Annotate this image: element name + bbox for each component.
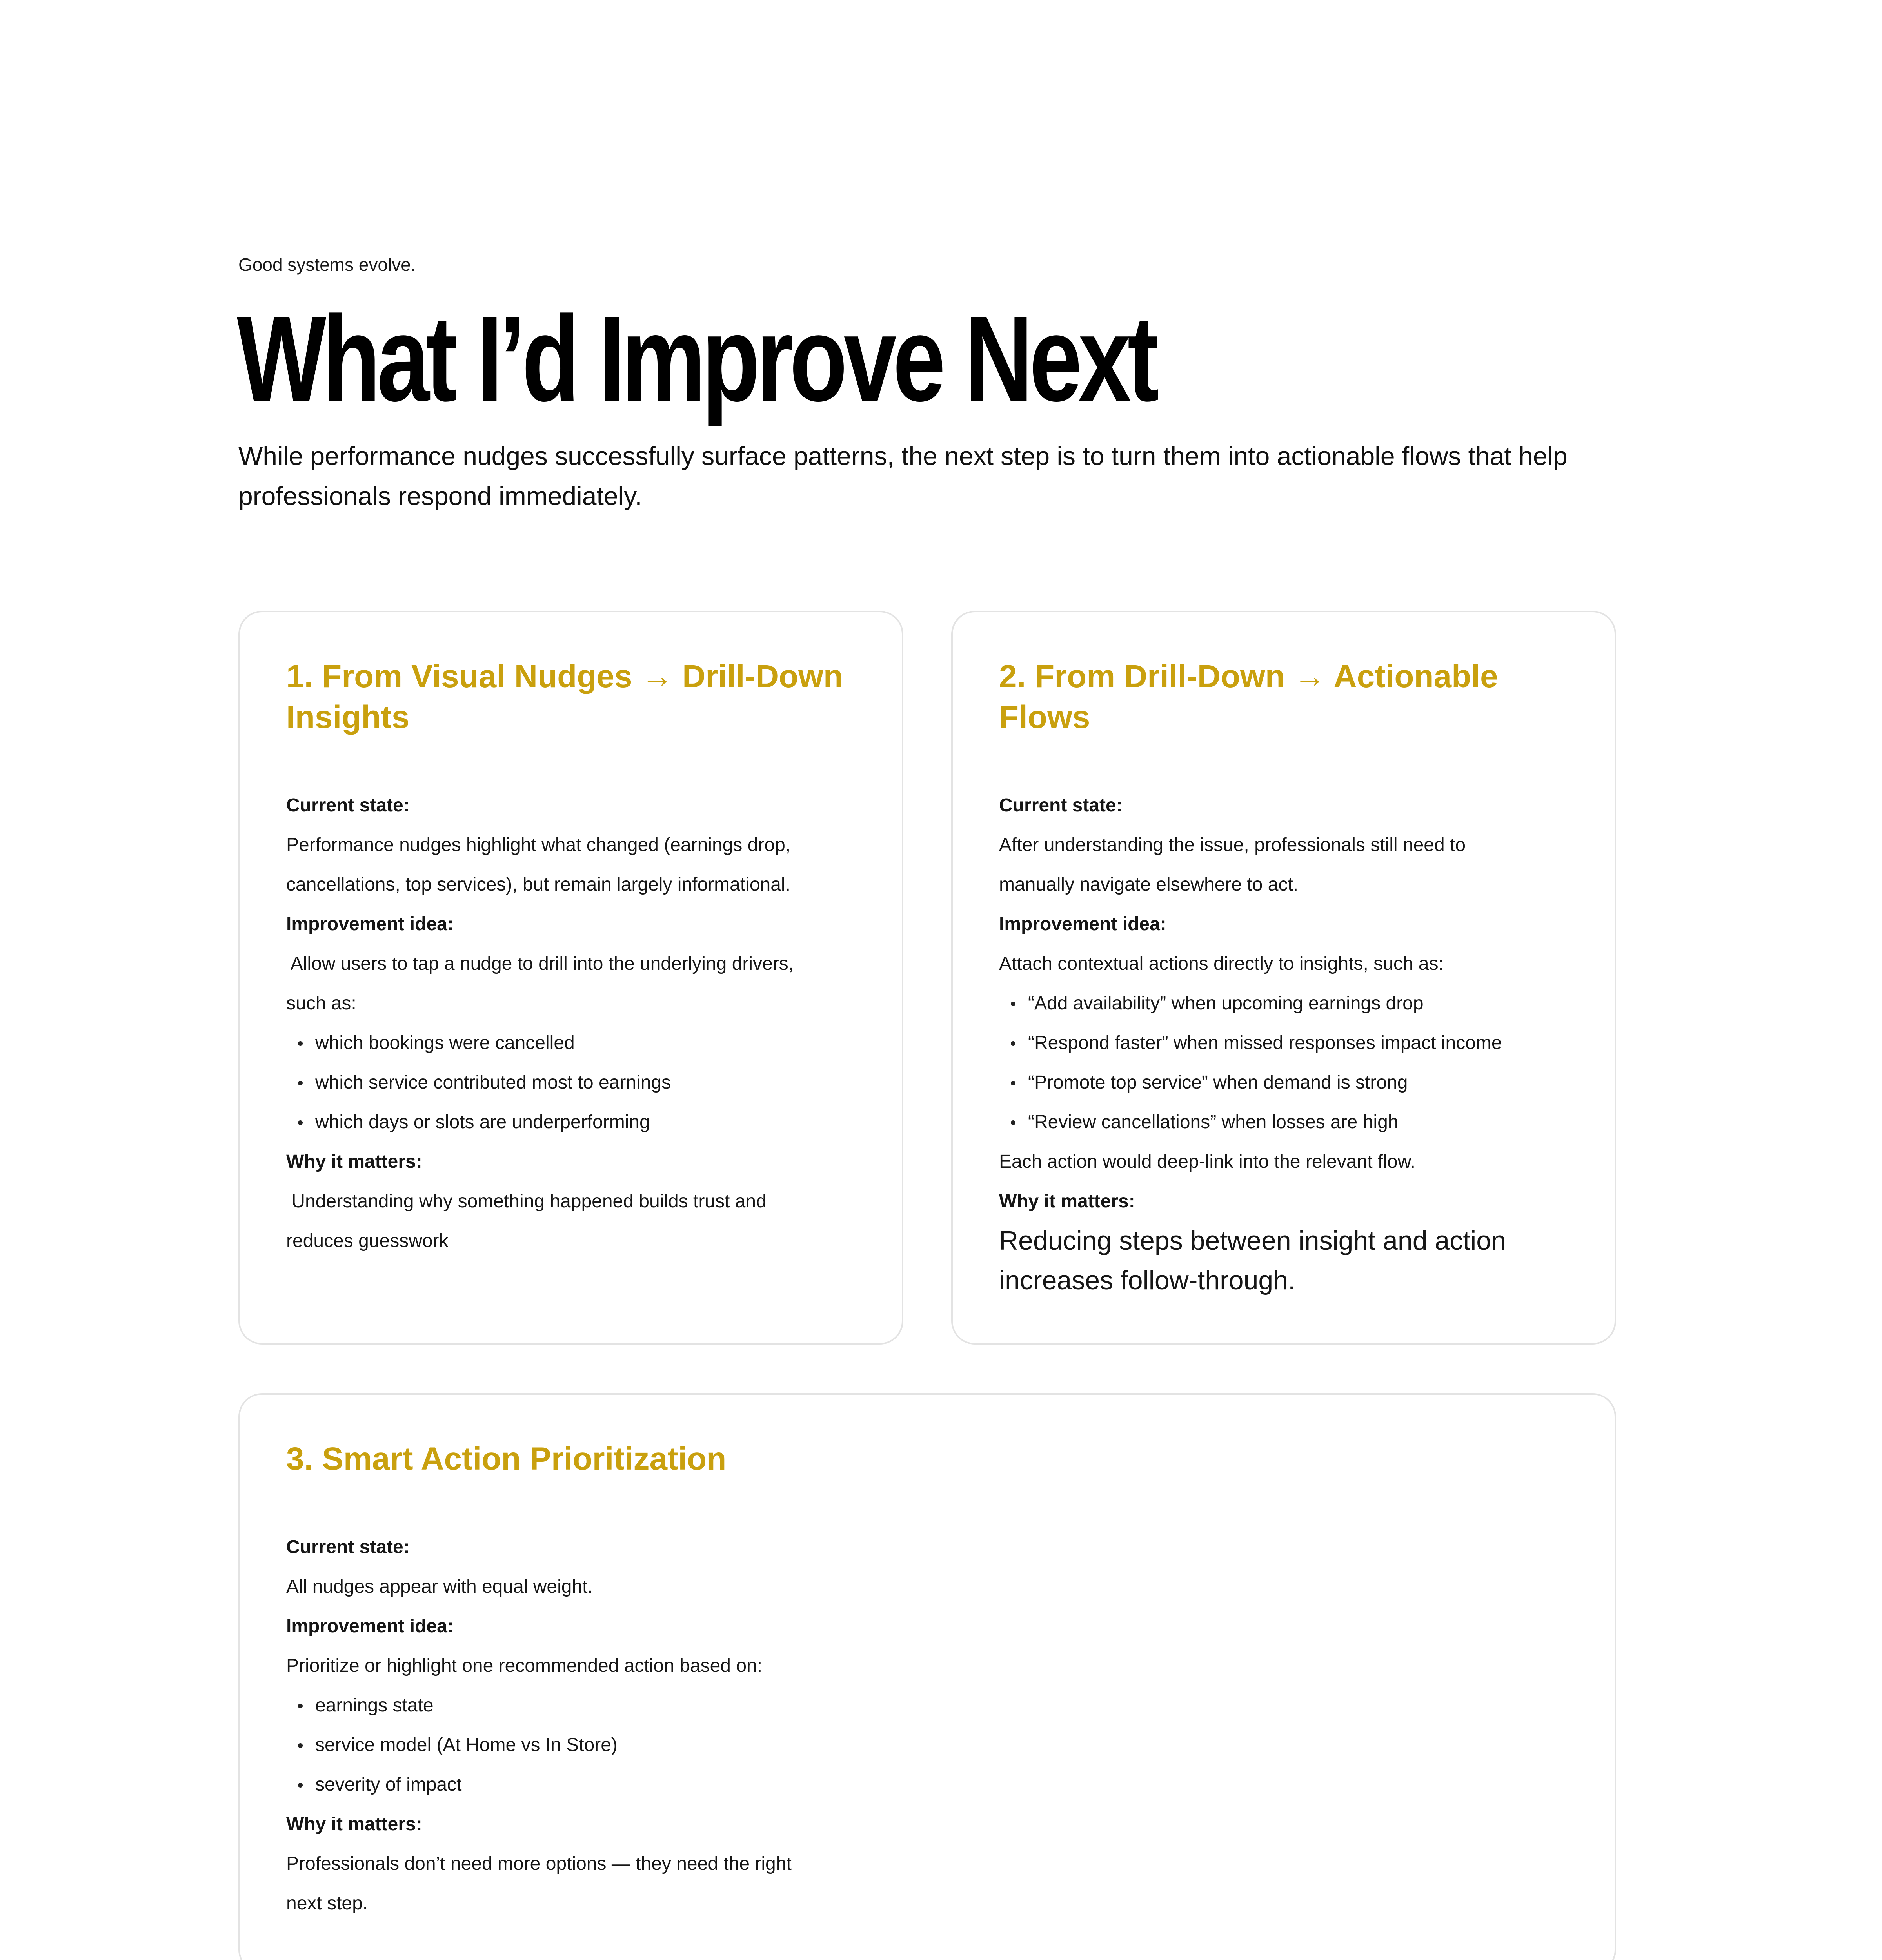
list-item: “Add availability” when upcoming earnings drop	[999, 984, 1579, 1023]
current-state-text: After understanding the issue, professionals still need to	[999, 835, 1466, 855]
improvement-idea-text: Allow users to tap a nudge to drill into the underlying drivers,	[286, 953, 794, 974]
why-it-matters-text: increases follow-through.	[999, 1265, 1295, 1295]
intro-paragraph: While performance nudges successfully surface patterns, the next step is to turn them into actionable flows that help professionals respond immediately.	[238, 441, 1568, 510]
current-state-label: Current state:	[286, 795, 410, 816]
current-state-text: Performance nudges highlight what changed (earnings drop,	[286, 835, 791, 855]
current-state-label: Current state:	[999, 795, 1123, 816]
card-title: 1. From Visual Nudges → Drill-Down Insights	[286, 659, 843, 735]
improvement-idea-text: Prioritize or highlight one recommended action based on:	[286, 1655, 763, 1676]
current-state-text: All nudges appear with equal weight.	[286, 1576, 593, 1597]
current-state-text: manually navigate elsewhere to act.	[999, 874, 1299, 895]
current-state-text: cancellations, top services), but remain largely informational.	[286, 874, 790, 895]
improvement-idea-label: Improvement idea:	[286, 1616, 454, 1637]
list-item: “Promote top service” when demand is strong	[999, 1063, 1579, 1102]
improvement-idea-label: Improvement idea:	[286, 914, 454, 935]
why-it-matters-label: Why it matters:	[999, 1191, 1135, 1212]
list-item: which service contributed most to earnings	[286, 1063, 867, 1102]
why-it-matters-label: Why it matters:	[286, 1151, 422, 1172]
page-title: What I’d Improve Next	[237, 290, 1155, 426]
card-body	[999, 786, 1579, 1300]
criteria-list	[286, 1686, 867, 1804]
improvement-idea-label: Improvement idea:	[999, 914, 1166, 935]
deep-link-note: Each action would deep-link into the relevant flow.	[999, 1151, 1415, 1172]
list-item: “Review cancellations” when losses are high	[999, 1102, 1579, 1142]
why-it-matters-text: Reducing steps between insight and action	[999, 1226, 1506, 1256]
eyebrow-text: Good systems evolve.	[238, 254, 416, 275]
list-item: “Respond faster” when missed responses impact income	[999, 1023, 1579, 1063]
list-item: which days or slots are underperforming	[286, 1102, 867, 1142]
why-it-matters-text: reduces guesswork	[286, 1230, 449, 1251]
card-title: 3. Smart Action Prioritization	[286, 1441, 727, 1477]
card-body	[286, 1527, 867, 1923]
list-item: service model (At Home vs In Store)	[286, 1725, 867, 1765]
why-it-matters-text: Professionals don’t need more options — they need the right	[286, 1853, 792, 1874]
current-state-label: Current state:	[286, 1537, 410, 1557]
improvement-card-actionable-flows	[951, 611, 1616, 1345]
why-it-matters-text: next step.	[286, 1893, 368, 1914]
improvement-idea-text: Attach contextual actions directly to insights, such as:	[999, 953, 1444, 974]
card-body	[286, 786, 867, 1261]
why-it-matters-label: Why it matters:	[286, 1814, 422, 1835]
improvement-card-drill-down	[238, 611, 903, 1345]
card-title: 2. From Drill-Down → Actionable Flows	[999, 659, 1498, 735]
list-item: severity of impact	[286, 1765, 867, 1804]
why-it-matters-text: Understanding why something happened builds trust and	[286, 1191, 767, 1212]
action-list	[999, 984, 1579, 1142]
improvement-card-prioritization	[238, 1393, 1616, 1960]
list-item: earnings state	[286, 1686, 867, 1725]
driver-list	[286, 1023, 867, 1142]
list-item: which bookings were cancelled	[286, 1023, 867, 1063]
improvement-idea-text: such as:	[286, 993, 356, 1014]
